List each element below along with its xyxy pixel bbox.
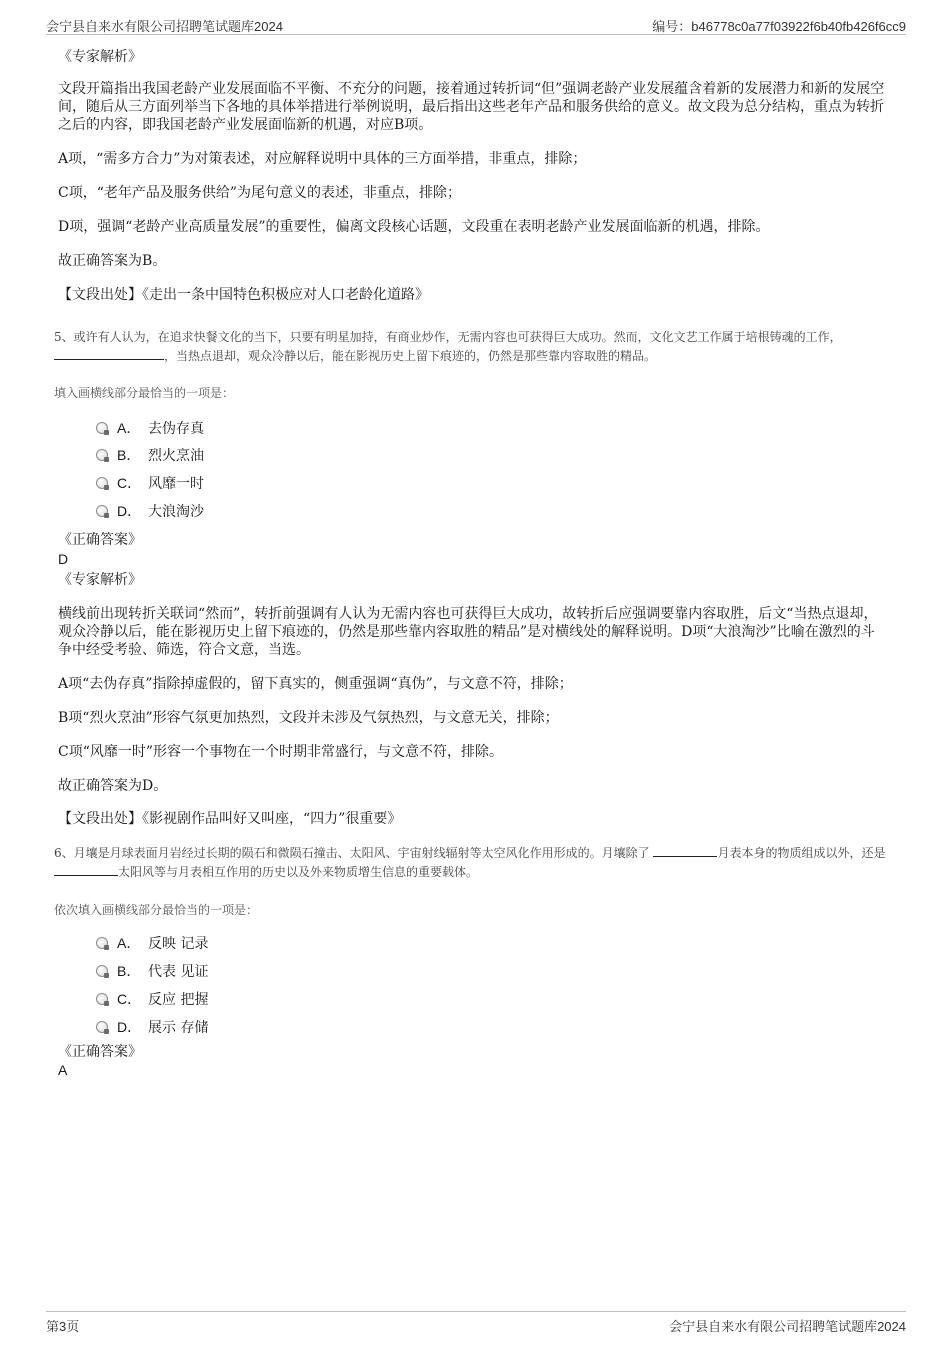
q5-analysis: 横线前出现转折关联词“然而”，转折前强调有人认为无需内容也可获得巨大成功，故转折后应强调要靠内容取胜，后文“当热点退却，观众冷静以后，能在影视历史上留下痕迹的，仍然是那些靠内容取胜的精品”是对横线处的解释说明。D项“大浪淘沙”比喻在激烈的斗争中经受考验、筛选，符合文意，当选。 (58, 606, 878, 658)
q5-answer: D (58, 551, 69, 567)
option-text: 大浪淘沙 (148, 504, 204, 520)
footer-title: 会宁县自来水有限公司招聘笔试题库2024 (669, 1319, 906, 1334)
footer-page-number: 第3页 (46, 1319, 80, 1334)
q5-stem-before: 5、或许有人认为，在追求快餐文化的当下，只要有明星加持，有商业炒作，无需内容也可获得巨大成功。然而，文化文艺工作属于培根铸魂的工作， (54, 330, 842, 344)
option-letter: C． (117, 475, 142, 491)
radio-icon[interactable] (96, 937, 108, 949)
q5-option-c-note: C项“风靡一时”形容一个事物在一个时期非常盛行，与文意不符，排除。 (58, 744, 504, 760)
q4-expert-label: 《专家解析》 (58, 49, 142, 65)
q5-option-b-note: B项“烈火烹油”形容气氛更加热烈，文段并未涉及气氛热烈，与文意无关，排除； (58, 710, 559, 726)
q6-blank-2 (54, 863, 118, 876)
radio-icon[interactable] (96, 965, 108, 977)
option-letter: A． (117, 420, 141, 436)
q4-option-a-note: A项，“需多方合力”为对策表述，对应解释说明中具体的三方面举措，非重点，排除； (58, 151, 587, 167)
q5-answer-label: 《正确答案》 (58, 532, 142, 548)
q4-analysis: 文段开篇指出我国老龄产业发展面临不平衡、不充分的问题，接着通过转折词“但”强调老龄产业发展蕴含着新的发展潜力和新的发展空间，随后从三方面列举当下各地的具体举措进行举例说明，最后指出这些老年产品和服务供给的意义。故文段为总分结构，重点为转折之后的内容，即我国老龄产业发展面临新的机遇，对应B项。 (58, 81, 885, 133)
q6-instruction: 依次填入画横线部分最恰当的一项是： (54, 903, 259, 917)
option-text: 风靡一时 (148, 476, 204, 492)
q6-stem-part3: 太阳风等与月表相互作用的历史以及外来物质增生信息的重要载体。 (118, 865, 479, 879)
q5-instruction: 填入画横线部分最恰当的一项是： (54, 386, 235, 400)
q6-answer: A (58, 1062, 68, 1078)
radio-icon[interactable] (96, 505, 108, 517)
q6-stem-part2: 月表本身的物质组成以外，还是 (717, 846, 886, 860)
q6-stem (54, 844, 896, 882)
option-letter: A． (117, 935, 141, 951)
page-footer (46, 1311, 906, 1334)
q5-expert-label: 《专家解析》 (58, 572, 142, 588)
q4-conclusion: 故正确答案为B。 (58, 253, 167, 269)
q4-source: 【文段出处】《走出一条中国特色积极应对人口老龄化道路》 (58, 287, 429, 303)
option-text: 展示 存储 (148, 1020, 209, 1036)
option-letter: B． (117, 963, 141, 979)
option-text: 反应 把握 (148, 992, 209, 1008)
option-letter: B． (117, 447, 141, 463)
radio-icon[interactable] (96, 1021, 108, 1033)
q5-stem-after: ，当热点退却，观众冷静以后，能在影视历史上留下痕迹的，仍然是那些靠内容取胜的精品。 (164, 349, 657, 363)
radio-icon[interactable] (96, 993, 108, 1005)
q5-source: 【文段出处】《影视剧作品叫好又叫座，“四力”很重要》 (58, 811, 402, 827)
option-text: 去伪存真 (148, 421, 204, 437)
q6-blank-1 (653, 844, 717, 857)
radio-icon[interactable] (96, 449, 108, 461)
q5-blank (54, 347, 164, 360)
q5-conclusion: 故正确答案为D。 (58, 778, 168, 794)
header-serial: 编号：b46778c0a77f03922f6b40fb426f6cc9 (652, 19, 906, 34)
option-text: 反映 记录 (148, 936, 209, 952)
q5-option-a-note: A项“去伪存真”指除掉虚假的，留下真实的，侧重强调“真伪”，与文意不符，排除； (58, 676, 573, 692)
q6-stem-part1: 6、月壤是月球表面月岩经过长期的陨石和微陨石撞击、太阳风、宇宙射线辐射等太空风化作用形成的。月壤除了 (54, 846, 650, 860)
page-header (46, 14, 906, 35)
radio-icon[interactable] (96, 422, 108, 434)
option-letter: D． (117, 503, 142, 519)
option-text: 烈火烹油 (148, 448, 204, 464)
q4-option-c-note: C项，“老年产品及服务供给”为尾句意义的表述，非重点，排除； (58, 185, 462, 201)
option-letter: C． (117, 991, 142, 1007)
option-letter: D． (117, 1019, 142, 1035)
radio-icon[interactable] (96, 477, 108, 489)
q6-answer-label: 《正确答案》 (58, 1044, 142, 1060)
header-title: 会宁县自来水有限公司招聘笔试题库2024 (46, 19, 283, 34)
option-text: 代表 见证 (148, 964, 209, 980)
q4-option-d-note: D项，强调“老龄产业高质量发展”的重要性，偏离文段核心话题，文段重在表明老龄产业发展面临新的机遇，排除。 (58, 219, 770, 235)
q5-stem (54, 328, 896, 366)
